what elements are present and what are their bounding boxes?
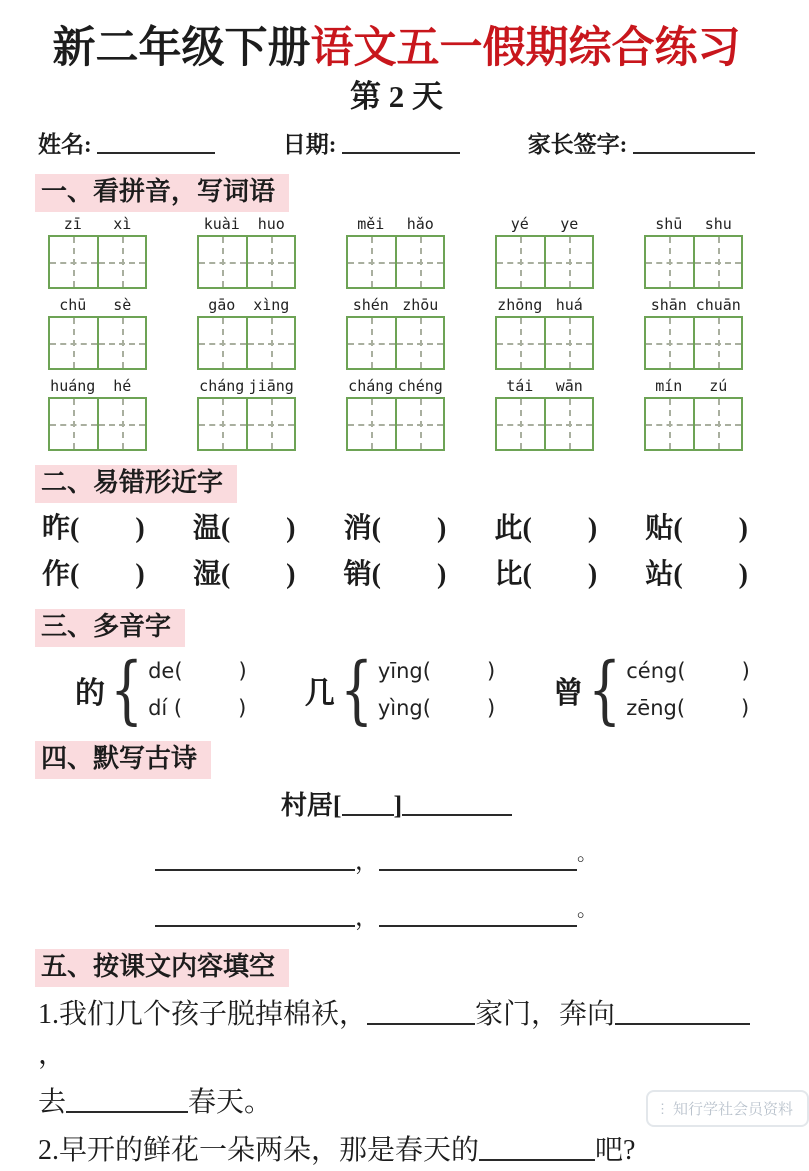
writing-grid-pair (48, 235, 147, 289)
pinyin-word-column (644, 376, 743, 451)
poem-title-line (0, 789, 793, 823)
confusable-char: 消 (343, 513, 372, 544)
writing-grid-cell (97, 318, 146, 368)
poem-blank (379, 845, 577, 871)
writing-grid-cell (395, 399, 444, 449)
confusable-pair (494, 509, 597, 549)
pinyin-syllable: tái (506, 377, 534, 395)
polyphonic-char: 曾 (553, 677, 584, 710)
paren-open: ( (70, 513, 80, 544)
paren-close: ) (135, 559, 145, 590)
pinyin-syllable: shén (352, 296, 389, 314)
pinyin-syllable: huáng (50, 377, 96, 395)
confusable-pair (344, 509, 447, 549)
writing-grid-pair (197, 235, 296, 289)
reading-label: yìng( (377, 696, 431, 720)
pinyin-syllable: xì (113, 215, 132, 233)
pinyin-row-1 (0, 214, 793, 289)
paren-open: ( (673, 559, 683, 590)
writing-grid-cell (646, 318, 693, 368)
paren-close: ) (738, 559, 748, 590)
writing-grid-pair (346, 397, 445, 451)
confusable-char: 作 (42, 559, 71, 590)
name-blank (97, 132, 215, 154)
pinyin-word-column (197, 214, 296, 289)
writing-grid-pair (346, 235, 445, 289)
meta-row (38, 130, 755, 160)
confusable-pair (193, 509, 296, 549)
pinyin-syllable: chéng (397, 377, 443, 395)
confusable-row-2 (42, 555, 748, 595)
pinyin-syllable: shān (650, 296, 687, 314)
paren-close: ) (437, 559, 447, 590)
pinyin-syllable: gāo (208, 296, 236, 314)
pinyin-syllable: zhōu (402, 296, 439, 314)
poem-blank (155, 901, 355, 927)
pinyin-syllable: kuài (203, 215, 240, 233)
pinyin-word-column (495, 214, 594, 289)
writing-grid-cell (646, 399, 693, 449)
writing-grid-cell (348, 318, 395, 368)
pinyin-word-column (346, 295, 445, 370)
paren-close: ) (286, 513, 296, 544)
confusable-pair (645, 555, 748, 595)
fill-line-3 (38, 1131, 763, 1171)
paren-open: ( (522, 513, 532, 544)
pinyin-syllable: hǎo (406, 215, 434, 233)
writing-grid-pair (197, 397, 296, 451)
confusable-char: 昨 (42, 513, 71, 544)
paren-open: ( (371, 559, 381, 590)
writing-grid-pair (48, 316, 147, 370)
poem-title-text: 村居[ (280, 791, 342, 820)
name-field (38, 130, 215, 160)
pinyin-syllable: ye (560, 215, 579, 233)
fill-text: ， (38, 1039, 67, 1070)
writing-grid-cell (199, 237, 246, 287)
confusable-char: 销 (343, 559, 372, 590)
worksheet-page (0, 24, 793, 1166)
brace-glyph: { (339, 647, 373, 733)
section2-heading: 二、易错形近字 (35, 465, 237, 503)
paren-open: ( (673, 513, 683, 544)
pinyin-syllable: zhōng (497, 296, 543, 314)
writing-grid-pair (495, 235, 594, 289)
writing-grid-pair (644, 316, 743, 370)
fill-text: 去 (38, 1087, 67, 1118)
section1-heading: 一、看拼音，写词语 (35, 174, 289, 212)
paren-open: ( (220, 513, 231, 544)
reading-label: yīng( (377, 659, 431, 683)
pinyin-word-column (644, 295, 743, 370)
pinyin-syllable: sè (113, 296, 132, 314)
poem-blank (379, 901, 577, 927)
writing-grid-cell (348, 237, 395, 287)
writing-grid-cell (199, 399, 246, 449)
writing-grid-cell (646, 237, 693, 287)
writing-grid-cell (497, 399, 544, 449)
pinyin-syllable: xìng (253, 296, 290, 314)
pinyin-syllable: měi (357, 215, 385, 233)
confusable-pair (645, 509, 748, 549)
writing-grid-cell (544, 318, 593, 368)
poem-blank (155, 845, 355, 871)
date-blank (342, 132, 460, 154)
pinyin-syllable: chuān (695, 296, 741, 314)
reading-label: céng( (626, 659, 686, 683)
writing-grid-pair (644, 235, 743, 289)
comma: ， (355, 905, 379, 931)
pinyin-syllable: jiāng (248, 377, 294, 395)
writing-grid-pair (644, 397, 743, 451)
pinyin-syllable: shu (704, 215, 732, 233)
paren-close: ) (587, 559, 598, 590)
period: 。 (577, 843, 597, 865)
writing-grid-cell (246, 399, 295, 449)
pinyin-word-column (346, 376, 445, 451)
poem-author-blank (342, 794, 394, 816)
writing-grid-cell (50, 318, 97, 368)
pinyin-row-2 (0, 295, 793, 370)
paren-close: ) (135, 513, 145, 544)
watermark-badge (646, 1090, 809, 1127)
polyphonic-char: 几 (304, 677, 335, 710)
pinyin-word-column (48, 295, 147, 370)
fill-blank (367, 997, 475, 1025)
paren-close: ) (437, 513, 447, 544)
pinyin-syllable: cháng (348, 377, 394, 395)
title-black-part: 新二年级下册 (52, 25, 311, 72)
confusable-pair (344, 555, 447, 595)
watermark-dots-icon: ⋮ (655, 1100, 668, 1116)
paren-close: ) (238, 659, 247, 683)
date-field (283, 130, 460, 160)
pinyin-syllable: chū (59, 296, 87, 314)
pinyin-syllable: hé (113, 377, 132, 395)
paren-close: ) (486, 659, 496, 683)
writing-grid-cell (693, 318, 742, 368)
writing-grid-cell (246, 237, 295, 287)
writing-grid-pair (495, 397, 594, 451)
section4-heading: 四、默写古诗 (35, 741, 211, 779)
writing-grid-cell (395, 318, 444, 368)
fill-blank (479, 1133, 595, 1161)
fill-text: 2.早开的鲜花一朵两朵，那是春天的 (38, 1135, 480, 1166)
pinyin-syllable: shū (655, 215, 683, 233)
polyphonic-row (75, 647, 793, 733)
reading-label: zēng( (626, 696, 686, 720)
writing-grid-pair (495, 316, 594, 370)
section3-heading: 三、多音字 (35, 609, 185, 647)
paren-close: ) (587, 513, 598, 544)
paren-open: ( (220, 559, 231, 590)
pinyin-syllable: wān (555, 377, 583, 395)
paren-close: ) (486, 696, 496, 720)
writing-grid-cell (497, 237, 544, 287)
polyphonic-entry (304, 647, 496, 733)
fill-text: 家门，奔向 (475, 999, 616, 1030)
pinyin-syllable: mín (655, 377, 683, 395)
name-label: 姓名: (38, 132, 92, 157)
writing-grid-cell (97, 237, 146, 287)
writing-grid-cell (544, 399, 593, 449)
day-subtitle: 第 2 天 (350, 79, 443, 114)
polyphonic-entry (75, 647, 247, 733)
reading-label: dí ( (148, 696, 183, 720)
pinyin-word-column (197, 376, 296, 451)
signature-label: 家长签字: (527, 132, 628, 157)
confusable-char: 温 (192, 513, 221, 544)
paren-open: ( (70, 559, 80, 590)
date-label: 日期: (282, 132, 337, 157)
confusable-pair (193, 555, 296, 595)
writing-grid-cell (199, 318, 246, 368)
paren-open: ( (371, 513, 381, 544)
paren-close: ) (238, 696, 247, 720)
pinyin-syllable: huá (555, 296, 583, 314)
pinyin-syllable: zú (709, 377, 728, 395)
writing-grid-cell (693, 399, 742, 449)
page-title (0, 24, 793, 74)
pinyin-word-column (644, 214, 743, 289)
confusable-char: 站 (645, 559, 674, 590)
writing-grid-cell (348, 399, 395, 449)
writing-grid-pair (346, 316, 445, 370)
watermark-text: 知行学社会员资料 (672, 1101, 793, 1118)
writing-grid-cell (97, 399, 146, 449)
paren-close: ) (741, 696, 750, 720)
fill-blank (66, 1085, 188, 1113)
poem-title-blank (402, 794, 512, 816)
poem-line-1 (155, 837, 793, 879)
pinyin-word-column (495, 295, 594, 370)
paren-close: ) (286, 559, 296, 590)
writing-grid-cell (693, 237, 742, 287)
paren-open: ( (522, 559, 532, 590)
comma: ， (355, 849, 379, 875)
paren-close: ) (741, 659, 750, 683)
section5-heading: 五、按课文内容填空 (35, 949, 289, 987)
writing-grid-cell (395, 237, 444, 287)
writing-grid-cell (544, 237, 593, 287)
brace-glyph: { (588, 647, 622, 733)
pinyin-word-column (495, 376, 594, 451)
title-red-part: 语文五一假期综合练习 (310, 25, 741, 72)
confusable-char: 比 (494, 559, 523, 590)
pinyin-syllable: huo (257, 215, 285, 233)
pinyin-syllable: zī (63, 215, 82, 233)
pinyin-word-column (197, 295, 296, 370)
reading-label: de( (148, 659, 183, 683)
paren-close: ) (738, 513, 748, 544)
confusable-char: 湿 (192, 559, 221, 590)
confusable-char: 贴 (645, 513, 674, 544)
fill-text: 1.我们几个孩子脱掉棉袄， (38, 999, 368, 1030)
pinyin-syllable: yé (510, 215, 529, 233)
polyphonic-char: 的 (75, 677, 105, 710)
signature-blank (633, 132, 755, 154)
pinyin-row-3 (0, 376, 793, 451)
writing-grid-cell (50, 399, 97, 449)
fill-text: 吧? (595, 1135, 636, 1166)
bracket-close: ] (393, 791, 403, 820)
confusable-char: 此 (494, 513, 523, 544)
polyphonic-entry (553, 647, 750, 733)
confusable-pair (42, 555, 145, 595)
pinyin-word-column (48, 376, 147, 451)
signature-field (528, 130, 755, 160)
fill-text: 春天。 (188, 1087, 273, 1118)
brace-glyph: { (110, 647, 144, 733)
confusable-pair (42, 509, 145, 549)
writing-grid-cell (246, 318, 295, 368)
writing-grid-cell (497, 318, 544, 368)
fill-line-1 (38, 995, 763, 1075)
confusable-row-1 (42, 509, 748, 549)
poem-line-2 (155, 893, 793, 935)
confusable-pair (494, 555, 597, 595)
pinyin-word-column (346, 214, 445, 289)
writing-grid-pair (48, 397, 147, 451)
period: 。 (577, 899, 597, 921)
pinyin-syllable: cháng (199, 377, 245, 395)
pinyin-word-column (48, 214, 147, 289)
writing-grid-cell (50, 237, 97, 287)
fill-blank (615, 997, 750, 1025)
writing-grid-pair (197, 316, 296, 370)
